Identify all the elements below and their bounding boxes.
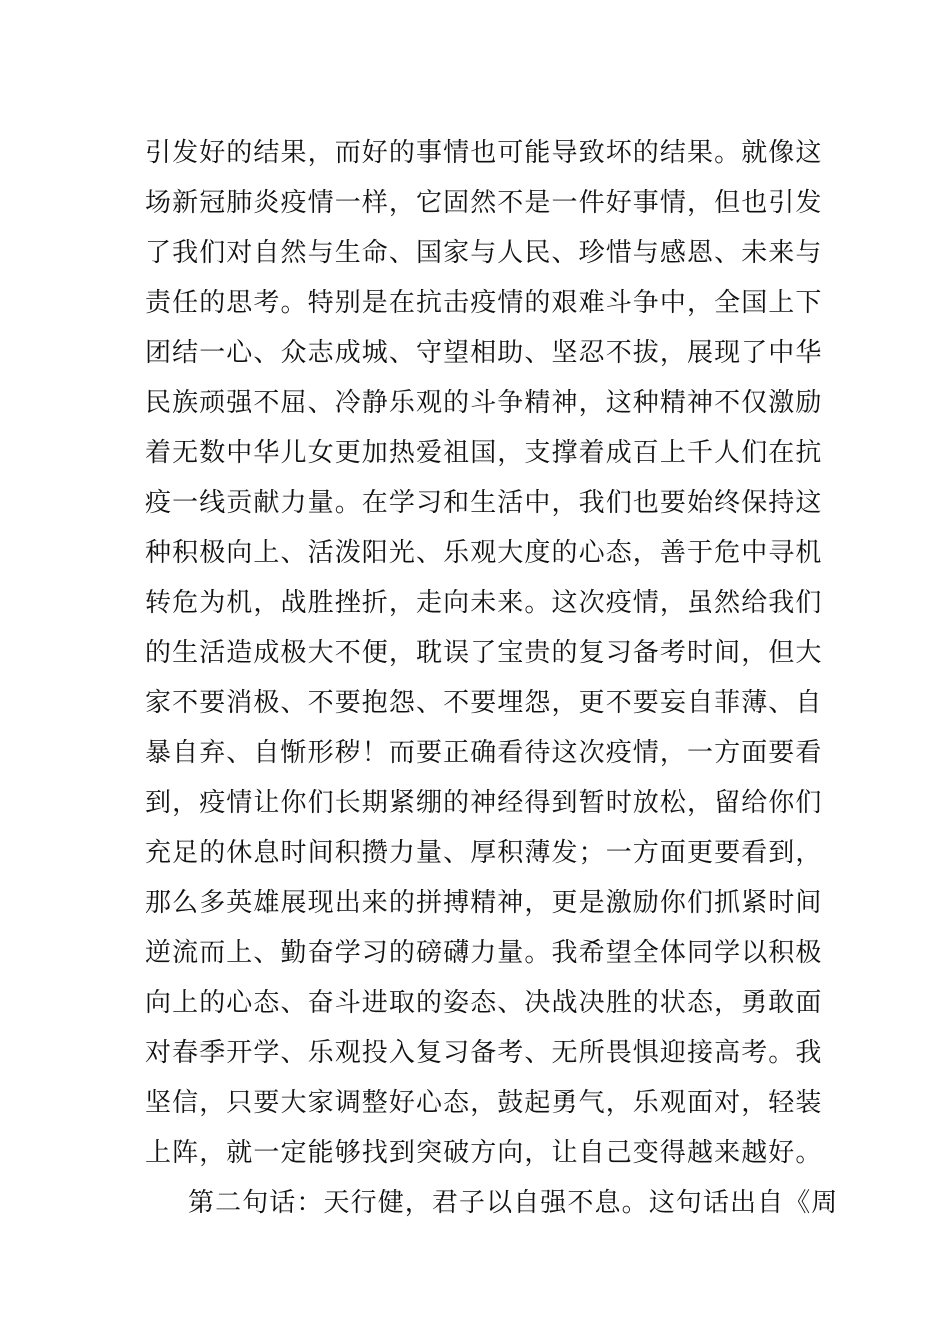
- text-line: 家不要消极、不要抱怨、不要埋怨，更不要妄自菲薄、自: [145, 688, 823, 718]
- text-line: 的生活造成极大不便，耽误了宝贵的复习备考时间，但大: [145, 638, 823, 668]
- text-line: 种积极向上、活泼阳光、乐观大度的心态，善于危中寻机: [145, 538, 823, 568]
- text-line: 向上的心态、奋斗进取的姿态、决战决胜的状态，勇敢面: [145, 988, 823, 1018]
- text-line: 疫一线贡献力量。在学习和生活中，我们也要始终保持这: [145, 488, 823, 518]
- text-line: 暴自弃、自惭形秽！而要正确看待这次疫情，一方面要看: [145, 738, 823, 768]
- text-line: 着无数中华儿女更加热爱祖国，支撑着成百上千人们在抗: [145, 438, 823, 468]
- text-line: 充足的休息时间积攒力量、厚积薄发；一方面更要看到，: [145, 838, 823, 868]
- paragraph-start-line: 第二句话：天行健，君子以自强不息。这句话出自《周: [188, 1188, 839, 1218]
- text-line: 上阵，就一定能够找到突破方向，让自己变得越来越好。: [145, 1138, 823, 1168]
- text-line: 了我们对自然与生命、国家与人民、珍惜与感恩、未来与: [145, 238, 823, 268]
- text-line: 转危为机，战胜挫折，走向未来。这次疫情，虽然给我们: [145, 588, 823, 618]
- text-line: 那么多英雄展现出来的拼搏精神，更是激励你们抓紧时间: [145, 888, 823, 918]
- text-line: 团结一心、众志成城、守望相助、坚忍不拔，展现了中华: [145, 338, 823, 368]
- text-line: 民族顽强不屈、冷静乐观的斗争精神，这种精神不仅激励: [145, 388, 823, 418]
- text-line: 责任的思考。特别是在抗击疫情的艰难斗争中，全国上下: [145, 288, 823, 318]
- text-line: 到，疫情让你们长期紧绷的神经得到暂时放松，留给你们: [145, 788, 823, 818]
- text-line: 坚信，只要大家调整好心态，鼓起勇气，乐观面对，轻装: [145, 1088, 823, 1118]
- text-line: 引发好的结果，而好的事情也可能导致坏的结果。就像这: [145, 138, 823, 168]
- text-line: 场新冠肺炎疫情一样，它固然不是一件好事情，但也引发: [145, 188, 823, 218]
- text-line: 对春季开学、乐观投入复习备考、无所畏惧迎接高考。我: [145, 1038, 823, 1068]
- body-text: [145, 128, 839, 1228]
- text-line: 逆流而上、勤奋学习的磅礴力量。我希望全体同学以积极: [145, 938, 823, 968]
